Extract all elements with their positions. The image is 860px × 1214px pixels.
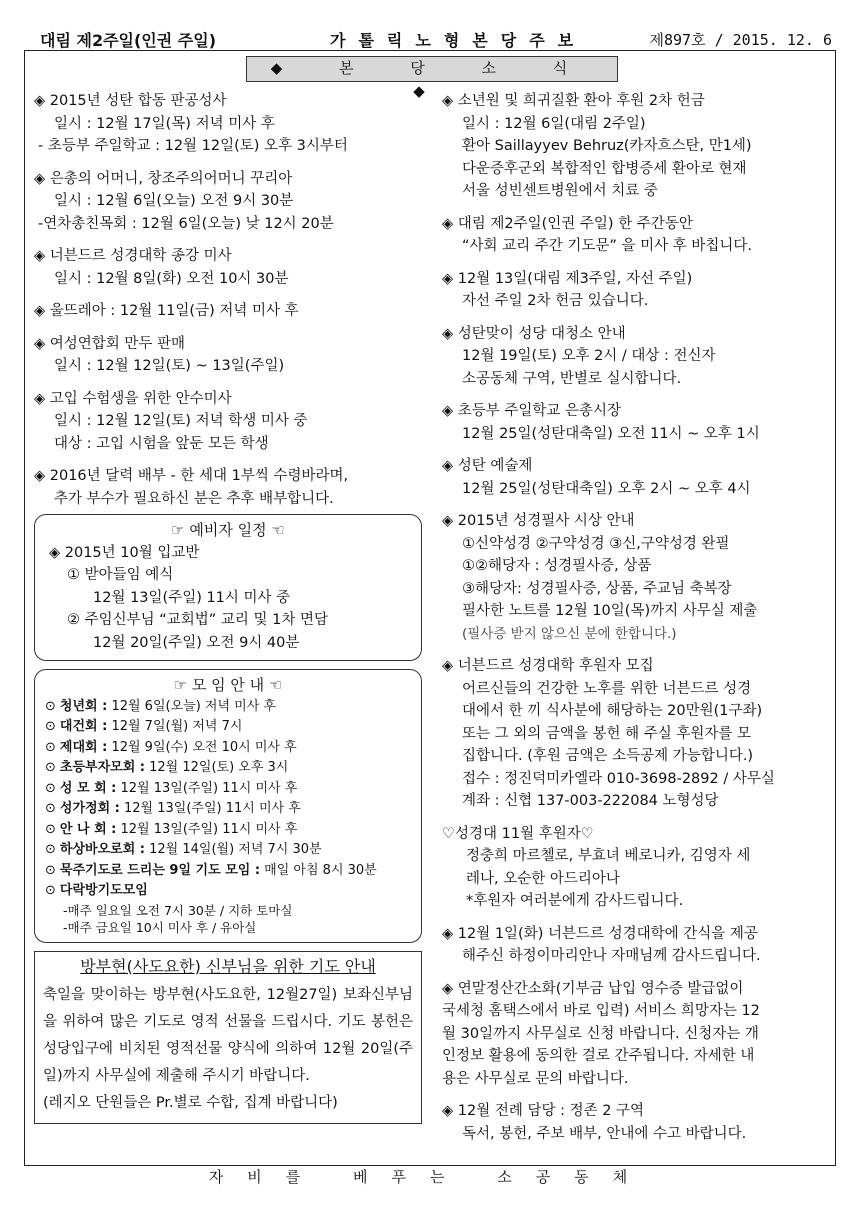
news-item-line: 인정보 활용에 동의한 걸로 간주됩니다. 자세한 내 [442, 1048, 755, 1064]
catechumen-schedule-title: ☞ 예비자 일정 ☜ [171, 521, 285, 539]
news-item [442, 655, 834, 813]
bullet-icon: ⊙ [45, 719, 56, 734]
news-item [34, 388, 422, 456]
news-item [442, 978, 834, 1091]
schedule-line: 12월 20일(주일) 오전 9시 40분 [93, 634, 300, 651]
news-item [442, 323, 834, 391]
news-item-line: “사회 교리 주간 기도문” 을 미사 후 바칩니다. [462, 238, 753, 254]
gathering-row [45, 758, 411, 779]
news-item-line: -연차총친목회 : 12월 6일(오늘) 낮 12시 20분 [38, 215, 334, 232]
news-item-title: ◈ 소년원 및 희귀질환 환아 후원 2차 헌금 [442, 93, 705, 109]
gatherings-title: ☞ 모 임 안 내 ☜ [173, 676, 283, 694]
news-item-line: 환아 Saillayyev Behruz(카자흐스탄, 만1세) [462, 138, 752, 154]
news-item-title: ◈ 너븐드르 성경대학 종강 미사 [34, 248, 232, 264]
news-item-line: 레나, 오순한 아드리아나 [466, 870, 620, 887]
prayer-notice-title: 방부현(사도요한) 신부님을 위한 기도 안내 [80, 956, 376, 976]
gathering-time: 12월 9일(수) 오전 10시 미사 후 [107, 739, 297, 755]
news-item-line: 12월 25일(성탄대축일) 오후 2시 ~ 오후 4시 [462, 480, 751, 497]
gathering-name: 성가정회 : [59, 801, 120, 816]
news-item [34, 333, 422, 378]
bullet-icon: ⊙ [45, 780, 56, 796]
gathering-row [45, 799, 411, 820]
news-item-title: ◈ 대림 제2주일(인권 주일) 한 주간동안 [442, 215, 693, 232]
news-item-title: ♡성경대 11월 후원자♡ [442, 825, 594, 842]
page-footer-slogan: 자비를 베푸는 소공동체 [208, 1168, 652, 1186]
bullet-icon: ⊙ [45, 801, 56, 816]
news-item-line: 일시 : 12월 8일(화) 오전 10시 30분 [54, 270, 289, 287]
news-item-line: 월 30일까지 사무실로 신청 바랍니다. 신청자는 개 [442, 1025, 759, 1042]
news-item-line: 12월 19일(토) 오후 2시 / 대상 : 전신자 [462, 348, 716, 364]
gathering-row [45, 820, 411, 841]
news-item-line: 일시 : 12월 12일(토) 저녁 학생 미사 중 [54, 413, 308, 429]
gathering-name: 대건회 : [59, 719, 108, 734]
news-item-title: ◈ 12월 13일(대림 제3주일, 자선 주일) [442, 270, 693, 287]
news-item-title: ◈ 2015년 성탄 합동 판공성사 [34, 93, 227, 109]
news-item-line: 12월 25일(성탄대축일) 오전 11시 ~ 오후 1시 [462, 425, 760, 442]
news-item-title: ◈ 너븐드르 성경대학 후원자 모집 [442, 658, 654, 674]
news-item-line: ③해당자: 성경필사증, 상품, 주교님 축복장 [462, 580, 732, 597]
news-item-line: 일시 : 12월 6일(오늘) 오전 9시 30분 [54, 193, 294, 209]
gathering-name: 청년회 : [59, 698, 108, 714]
page-header [40, 26, 832, 52]
news-item-line: 소공동체 구역, 반별로 실시합니다. [462, 370, 682, 387]
news-item-line: 집합니다. (후원 금액은 소득공제 가능합니다.) [462, 748, 754, 764]
gathering-row [45, 861, 411, 882]
news-item [442, 510, 834, 645]
news-item-line: 필사한 노트를 12월 10일(목)까지 사무실 제출 [462, 603, 758, 619]
schedule-line: ① 받아들임 예식 [67, 567, 174, 583]
news-item-title: ◈ 성탄 예술제 [442, 458, 533, 474]
bullet-icon: ⊙ [45, 883, 56, 898]
news-item-line: 정충희 마르첼로, 부효녀 베로니카, 김영자 세 [466, 848, 751, 864]
news-item-line: 대에서 한 끼 식사분에 해당하는 20만원(1구좌) [462, 703, 763, 719]
gathering-row [45, 738, 411, 759]
news-item-line: 서울 성빈센트병원에서 치료 중 [462, 183, 658, 199]
news-item-title: ◈ 초등부 주일학교 은총시장 [442, 403, 622, 419]
news-item-line: (필사증 받지 않으신 분에 한합니다.) [462, 625, 677, 642]
bullet-icon: ⊙ [45, 842, 56, 857]
news-item-title: ◈ 연말정산간소화(기부금 납입 영수증 발급없이 [442, 980, 744, 997]
right-column [442, 90, 834, 1155]
gathering-row [45, 697, 411, 718]
gatherings-list [45, 697, 411, 902]
prayer-notice-note: (레지오 단원들은 Pr.별로 수합, 집계 바랍니다) [43, 1095, 338, 1111]
bullet-icon: ⊙ [45, 821, 56, 837]
gathering-time: 매일 아침 8시 30분 [260, 862, 377, 878]
bullet-icon: ⊙ [45, 739, 56, 755]
bullet-icon: ⊙ [45, 760, 56, 775]
news-item-line: 추가 부수가 필요하신 분은 추후 배부합니다. [54, 490, 334, 507]
news-item [34, 465, 422, 510]
news-item [442, 213, 834, 258]
news-item-line: 또는 그 외의 금액을 봉헌 해 주실 후원자를 모 [462, 725, 751, 742]
news-item [34, 168, 422, 236]
news-item-line: - 초등부 주일학교 : 12월 12일(토) 오후 3시부터 [38, 138, 348, 154]
news-item-line: ①신약성경 ②구약성경 ③신,구약성경 완필 [462, 535, 730, 552]
prayer-notice-body: 축일을 맞이하는 방부현(사도요한, 12월27일) 보좌신부님을 위하여 많은 기도로 영적 선물을 드립시다. 기도 봉헌은 성당입구에 비치된 영적선물 양식에 의하여 12월 20일(주일)까지 사무실에 제출해 주시기 바랍니다. [43, 987, 413, 1084]
news-item [442, 1100, 834, 1145]
news-section-title: ◆ 본 당 소 식 ◆ [246, 56, 618, 82]
news-item-line: 계좌 : 신협 137-003-222084 노형성당 [462, 793, 719, 809]
left-column [34, 90, 422, 1124]
schedule-line: ② 주임신부님 “교회법” 교리 및 1차 면담 [67, 612, 328, 628]
news-item-title: ◈ 은총의 어머니, 창조주의어머니 꾸리아 [34, 170, 293, 187]
news-item [442, 455, 834, 500]
gathering-name: 성 모 회 : [59, 780, 117, 796]
news-item-line: ①②해당자 : 성경필사증, 상품 [462, 558, 652, 574]
bullet-icon: ⊙ [45, 862, 56, 878]
gathering-sub: -매주 금요일 10시 미사 후 / 유아실 [63, 919, 257, 935]
gathering-row [45, 840, 411, 861]
gathering-name: 다락방기도모임 [59, 883, 148, 898]
news-item-line: 어르신들의 건강한 노후를 위한 너븐드르 성경 [462, 680, 752, 697]
news-item-line: 다운증후군외 복합적인 합병증세 환아로 현재 [462, 160, 747, 177]
bulletin-title: 가톨릭노형본당주보 [330, 30, 587, 50]
gathering-name: 하상바오로회 : [59, 842, 145, 857]
gathering-sub: -매주 일요일 오전 7시 30분 / 지하 토마실 [63, 902, 293, 918]
news-item-title: ◈ 2015년 성경필사 시상 안내 [442, 513, 635, 529]
gathering-name: 묵주기도로 드리는 9일 기도 모임 : [59, 862, 261, 878]
news-item-title: ◈ 울뜨레아 : 12월 11일(금) 저녁 미사 후 [34, 303, 299, 319]
right-news-list [442, 90, 834, 1145]
news-item-line: 일시 : 12월 6일(대림 2주일) [462, 115, 646, 132]
issue-date: 제897호 / 2015. 12. 6 [649, 30, 832, 49]
news-item-line: 자선 주일 2차 헌금 있습니다. [462, 293, 649, 309]
news-item [442, 923, 834, 968]
gathering-time: 12월 6일(오늘) 저녁 미사 후 [107, 698, 276, 714]
gathering-name: 제대회 : [59, 739, 108, 755]
gathering-time: 12월 14일(월) 저녁 7시 30분 [144, 842, 322, 857]
news-item-title: ◈ 2016년 달력 배부 - 한 세대 1부씩 수령바라며, [34, 468, 349, 484]
news-item [442, 90, 834, 203]
gathering-row [45, 881, 411, 902]
news-item-line: 국세청 홈택스에서 바로 입력) 서비스 희망자는 12 [442, 1003, 760, 1019]
gathering-name: 안 나 회 : [59, 821, 117, 837]
news-item-title: ◈ 고입 수험생을 위한 안수미사 [34, 390, 232, 407]
news-item-title: ◈ 12월 1일(화) 너븐드르 성경대학에 간식을 제공 [442, 925, 758, 942]
gathering-time: 12월 12일(토) 오후 3시 [144, 760, 289, 775]
liturgical-day: 대림 제2주일(인권 주일) [40, 30, 217, 50]
news-item [34, 245, 422, 290]
news-item-line: 용은 사무실로 문의 바랍니다. [442, 1070, 629, 1087]
news-item-title: ◈ 여성연합회 만두 판매 [34, 335, 186, 352]
news-item-line: 대상 : 고입 시험을 앞둔 모든 학생 [54, 435, 269, 452]
left-news-list [34, 90, 422, 510]
gathering-name: 초등부자모회 : [59, 760, 145, 775]
news-item-line: 접수 : 정진덕미카엘라 010-3698-2892 / 사무실 [462, 770, 775, 787]
gathering-row [45, 717, 411, 738]
news-item [442, 400, 834, 445]
news-item [34, 300, 422, 323]
gatherings-box [34, 669, 422, 943]
gathering-time: 12월 13일(주일) 11시 미사 후 [116, 780, 298, 796]
news-item-line: 일시 : 12월 12일(토) ~ 13일(주일) [54, 358, 285, 374]
catechumen-class: ◈ 2015년 10월 입교반 [49, 544, 200, 561]
news-item [442, 823, 834, 913]
news-item-line: 독서, 봉헌, 주보 배부, 안내에 수고 바랍니다. [462, 1125, 747, 1142]
news-item [34, 90, 422, 158]
gathering-time: 12월 13일(주일) 11시 미사 후 [116, 821, 298, 837]
news-item-line: *후원자 여러분에게 감사드립니다. [466, 893, 684, 909]
news-item-line: 해주신 하정이마리안나 자매님께 감사드립니다. [462, 948, 761, 964]
catechumen-schedule-box [34, 514, 422, 661]
prayer-notice-box [34, 951, 422, 1125]
news-item-line: 일시 : 12월 17일(목) 저녁 미사 후 [54, 115, 275, 132]
gathering-time: 12월 13일(주일) 11시 미사 후 [119, 801, 301, 816]
news-item-title: ◈ 성탄맞이 성당 대청소 안내 [442, 325, 626, 342]
schedule-line: 12월 13일(주일) 11시 미사 중 [93, 589, 291, 606]
news-item-title: ◈ 12월 전례 담당 : 정존 2 구역 [442, 1103, 645, 1119]
news-item [442, 268, 834, 313]
bullet-icon: ⊙ [45, 698, 56, 714]
gathering-row [45, 779, 411, 800]
gathering-time: 12월 7일(월) 저녁 7시 [107, 719, 243, 734]
